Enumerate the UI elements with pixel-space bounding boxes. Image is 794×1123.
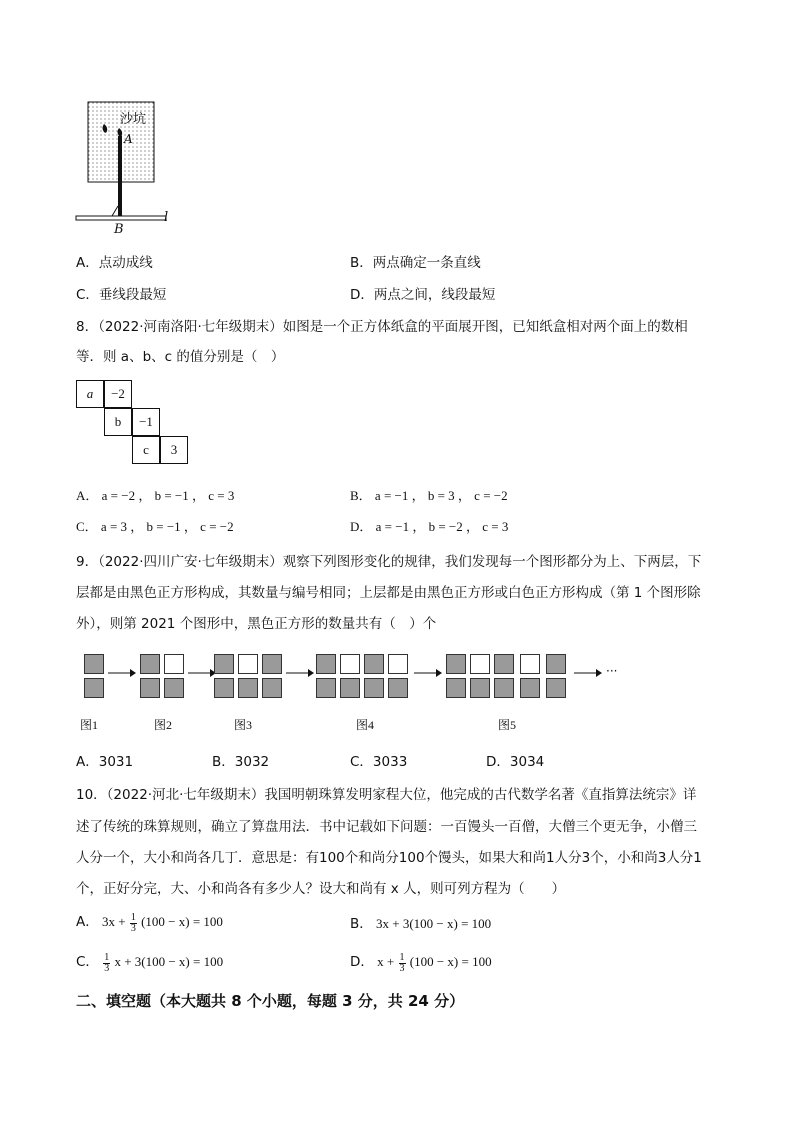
q8-option-a[interactable]: A． a = −2 ， b = −1 ， c = 3 [76,488,235,503]
caption-fig4: 图4 [356,718,375,732]
net-cell-3: 3 [160,436,188,464]
denominator: 3 [130,922,136,934]
net-cell-minus1: −1 [132,408,160,436]
caption-fig3: 图3 [234,718,253,732]
denominator: 3 [399,962,405,974]
net-cell-b: b [104,408,132,436]
q9-option-d[interactable]: D．3034 [486,754,545,770]
equation-part: x + 3(100 − x) = 100 [114,954,224,969]
q10-option-d[interactable] [350,950,492,974]
q10-stem-line2: 述了传统的珠算规则，确立了算盘用法．书中记载如下问题：一百馒头一百僧，大僧三个更无争，小僧三 [76,819,697,835]
point-b-label: B [114,222,124,237]
fraction-one-third [130,913,137,934]
arrow-icon [108,668,136,678]
equation-part: (100 − x) = 100 [141,914,223,929]
q8-option-c[interactable]: C． a = 3 ， b = −1 ， c = −2 [76,519,234,534]
q8-stem-line1: 8．（2022·河南洛阳·七年级期末）如图是一个正方体纸盒的平面展开图，已知纸盒相对两个面上的数相 [76,319,688,335]
pattern-sequence-figure [80,650,640,740]
caption-fig2: 图2 [154,718,173,732]
sand-pit-label: 沙坑 [120,112,147,127]
arrow-icon [574,668,602,678]
ellipsis: ··· [606,664,618,678]
section-title-fill-in: 二、填空题（本大题共 8 个小题，每题 3 分，共 24 分） [76,992,465,1010]
q10-stem-line3: 人分一个，大小和尚各几丁．意思是：有100个和尚分100个馒头，如果大和尚1人分3个，小和尚3人分1 [76,850,702,866]
point-a-label: A [124,132,133,146]
q9-stem-line3: 外），则第 2021 个图形中，黑色正方形的数量共有（ ）个 [76,616,437,632]
q9-option-c[interactable]: C．3033 [350,754,408,770]
arrow-icon [286,668,314,678]
q9-stem-line1: 9．（2022·四川广安·七年级期末）观察下列图形变化的规律，我们发现每一个图形都分为上、下两层，下 [76,554,702,570]
fraction-one-third [103,953,110,974]
caption-fig5: 图5 [498,718,517,732]
cube-net-figure [76,380,196,470]
option-label: C． [76,954,99,970]
net-cell-a: a [76,380,104,408]
line-l-label: l [164,210,169,225]
q8-option-d[interactable]: D． a = −1 ， b = −2 ， c = 3 [350,519,509,534]
arrow-icon [188,668,216,678]
q7-option-c[interactable]: C．垂线段最短 [76,287,167,303]
q10-option-a[interactable] [76,910,223,934]
net-cell-minus2: −2 [104,380,132,408]
equation-part: (100 − x) = 100 [409,954,492,969]
q9-stem-line2: 层都是由黑色正方形构成，其数量与编号相同；上层都是由黑色正方形或白色正方形构成（第 1 个图形除 [76,585,701,601]
option-label: A． [76,914,99,930]
q9-option-a[interactable]: A．3031 [76,754,134,770]
q7-option-d[interactable]: D．两点之间，线段最短 [350,287,496,303]
numerator: 1 [130,911,136,923]
equation-part: 3x + [102,914,126,929]
q10-stem-line4: 个，正好分完，大、小和尚各有多少人？设大和尚有 x 人，则可列方程为（ ） [76,881,566,897]
sand-pit-figure [72,98,182,238]
numerator: 1 [399,951,405,963]
arrow-icon [414,668,442,678]
denominator: 3 [104,962,110,974]
caption-fig1: 图1 [80,718,99,732]
option-label: B． [350,916,373,932]
q10-option-c[interactable] [76,950,223,974]
q10-stem-line1: 10．（2022·河北·七年级期末）我国明朝珠算发明家程大位，他完成的古代数学名著《直指算法统宗》详 [76,787,697,803]
equation-part: x + [377,954,395,969]
equation: 3x + 3(100 − x) = 100 [376,916,492,931]
q8-option-b[interactable]: B． a = −1 ， b = 3 ， c = −2 [350,488,508,503]
fraction-one-third [399,953,406,974]
option-label: D． [350,954,374,970]
q7-option-b[interactable]: B．两点确定一条直线 [350,255,481,271]
q8-stem-line2: 等．则 a、b、c 的值分别是（ ） [76,349,285,365]
q7-option-a[interactable]: A．点动成线 [76,255,153,271]
q9-option-b[interactable]: B．3032 [212,754,270,770]
q10-option-b[interactable] [350,912,491,932]
numerator: 1 [104,951,110,963]
net-cell-c: c [132,436,160,464]
